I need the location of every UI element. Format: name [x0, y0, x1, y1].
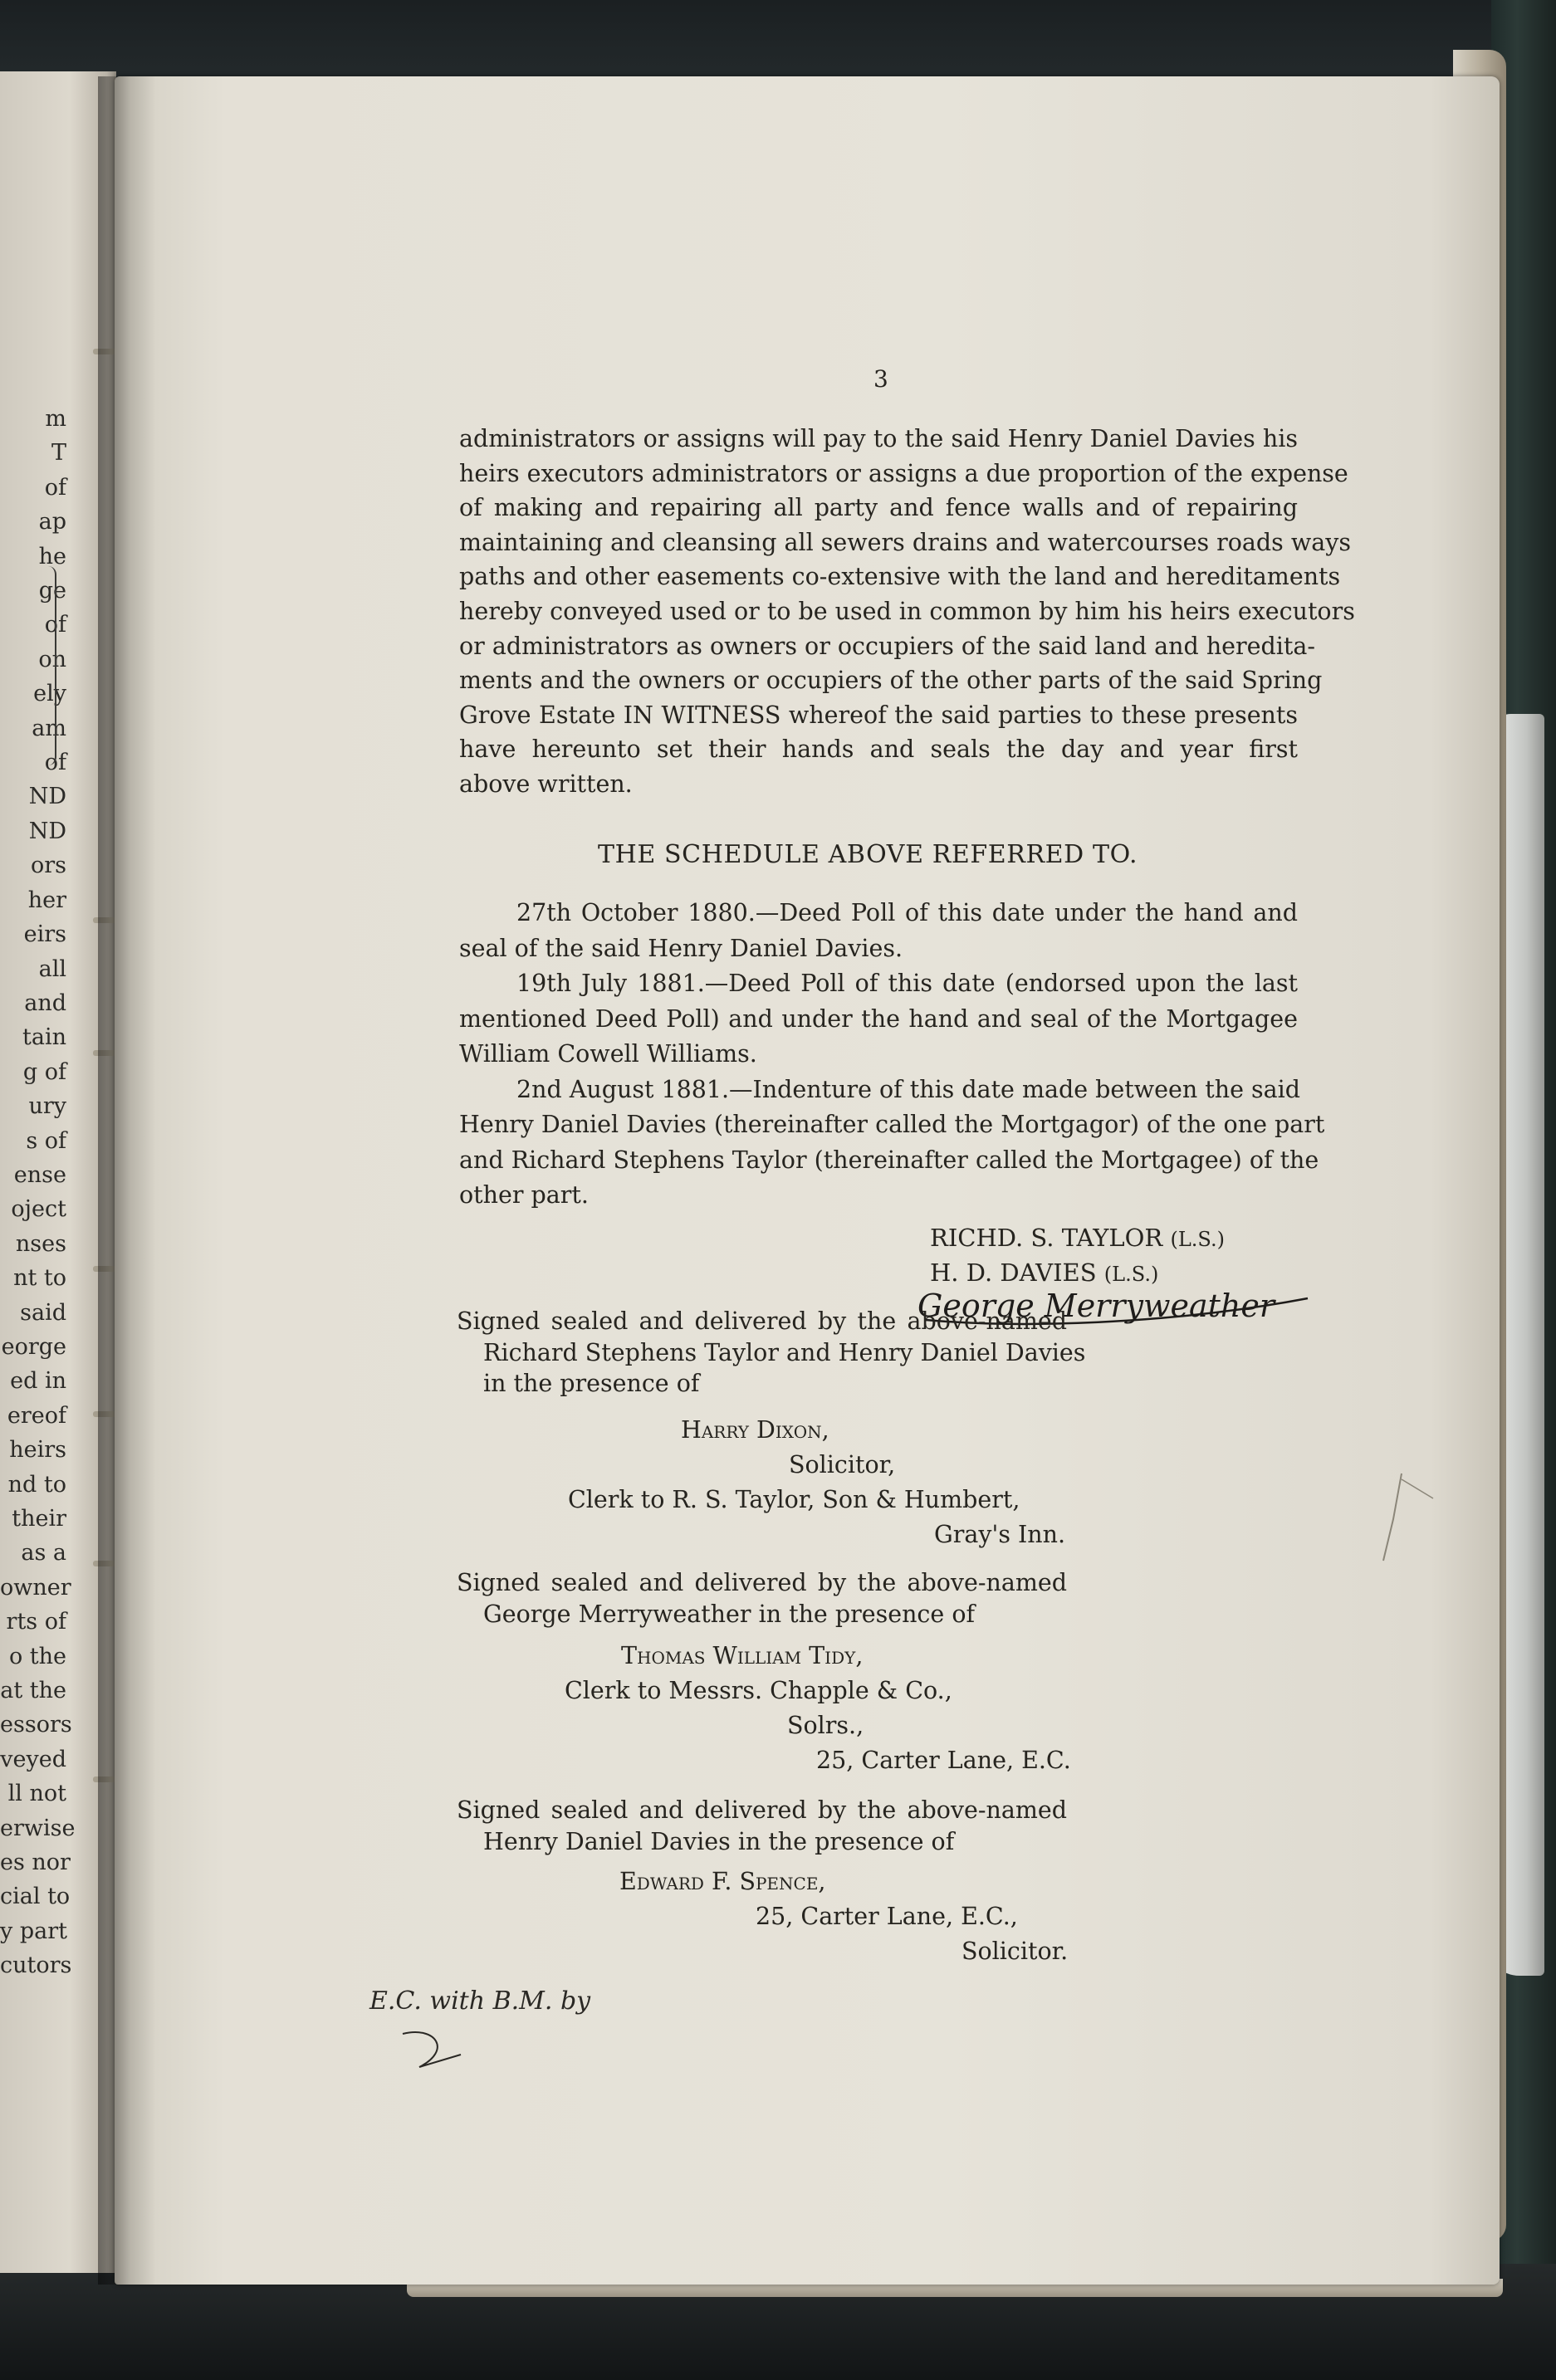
- witness-detail: Gray's Inn.: [934, 1521, 1066, 1548]
- paragraph-line: ments and the owners or occupiers of the other parts of the said Spring: [459, 667, 1323, 695]
- witness-detail: 25, Carter Lane, E.C.,: [756, 1903, 1018, 1930]
- book-cover-top: [0, 0, 1556, 79]
- schedule-line: William Cowell Williams.: [459, 1040, 757, 1068]
- paragraph-line: administrators or assigns will pay to the said Henry Daniel Davies his: [459, 425, 1298, 452]
- margin-bracket: [46, 566, 56, 765]
- witness-statement-line: Signed sealed and delivered by the above-named: [457, 1307, 1067, 1335]
- paragraph-line: Grove Estate IN WITNESS whereof the said parties to these presents: [459, 701, 1298, 729]
- witness-statement-line: Richard Stephens Taylor and Henry Daniel Davies: [483, 1338, 1086, 1366]
- schedule-heading: THE SCHEDULE ABOVE REFERRED TO.: [598, 840, 1138, 869]
- paragraph-line: have hereunto set their hands and seals the day and year first: [459, 736, 1298, 764]
- witness-statement-line: Signed sealed and delivered by the above-named: [457, 1796, 1067, 1824]
- paragraph-line: or administrators as owners or occupiers of the said land and heredita-: [459, 632, 1315, 660]
- signatory-davies: H. D. DAVIES (L.S.): [930, 1258, 1159, 1287]
- paragraph-line: heirs executors administrators or assigns a due proportion of the expense: [459, 459, 1348, 487]
- document-page: [115, 76, 1500, 2285]
- witness-statement-line: George Merryweather in the presence of: [483, 1600, 976, 1628]
- schedule-line: 27th October 1880.—Deed Poll of this date under the hand and: [516, 899, 1298, 926]
- margin-pencil-note: [369, 1976, 591, 2075]
- paragraph-line: above written.: [459, 770, 633, 798]
- paragraph-line: maintaining and cleansing all sewers drains and watercourses roads ways: [459, 528, 1351, 556]
- page-tear-mark: [1368, 1469, 1435, 1569]
- schedule-line: Henry Daniel Davies (thereinafter called the Mortgagor) of the one part: [459, 1111, 1325, 1138]
- page-number: 3: [873, 365, 888, 393]
- schedule-line: 19th July 1881.—Deed Poll of this date (endorsed upon the last: [516, 970, 1298, 997]
- schedule-line: other part.: [459, 1181, 589, 1209]
- witness-statement-line: in the presence of: [483, 1370, 700, 1397]
- witness-statement-line: Henry Daniel Davies in the presence of: [483, 1827, 955, 1855]
- schedule-line: seal of the said Henry Daniel Davies.: [459, 934, 903, 962]
- witness-statement-line: Signed sealed and delivered by the above-named: [457, 1569, 1067, 1596]
- witness-detail: Solicitor,: [789, 1451, 896, 1478]
- schedule-line: 2nd August 1881.—Indenture of this date made between the said: [516, 1075, 1300, 1103]
- svg-text:E.C. with B.M. by: E.C. with B.M. by: [369, 1987, 591, 2016]
- paragraph-line: paths and other easements co-extensive with the land and hereditaments: [459, 563, 1341, 591]
- paragraph-line: hereby conveyed used or to be used in common by him his heirs executors: [459, 598, 1355, 625]
- svg-text:George Merryweather: George Merryweather: [917, 1288, 1275, 1324]
- schedule-line: and Richard Stephens Taylor (thereinafter called the Mortgagee) of the: [459, 1146, 1319, 1174]
- witness-detail: Solrs.,: [787, 1712, 864, 1739]
- witness-name: Thomas William Tidy,: [621, 1642, 864, 1669]
- witness-detail: Solicitor.: [961, 1938, 1069, 1965]
- schedule-line: mentioned Deed Poll) and under the hand and seal of the Mortgagee: [459, 1004, 1298, 1033]
- witness-name: Edward F. Spence,: [619, 1868, 826, 1895]
- witness-detail: Clerk to Messrs. Chapple & Co.,: [565, 1677, 952, 1704]
- left-page-text-fragments: m T of ap he ge of on ely am of ND ND ors her eirs all and tain g of ury s of ense oject nses nt to said eorge ed in ereof heirs nd to their as a owner rts of o the at the essors veyed ll not erwise es nor cial to y part cutors: [0, 406, 76, 1979]
- paragraph-line: of making and repairing all party and fence walls and of repairing: [459, 494, 1298, 522]
- witness-detail: Clerk to R. S. Taylor, Son & Humbert,: [568, 1486, 1020, 1513]
- signatory-taylor: RICHD. S. TAYLOR (L.S.): [930, 1224, 1225, 1252]
- gutter-shadow: [98, 76, 156, 2285]
- witness-name: Harry Dixon,: [681, 1416, 829, 1444]
- witness-detail: 25, Carter Lane, E.C.: [816, 1747, 1071, 1774]
